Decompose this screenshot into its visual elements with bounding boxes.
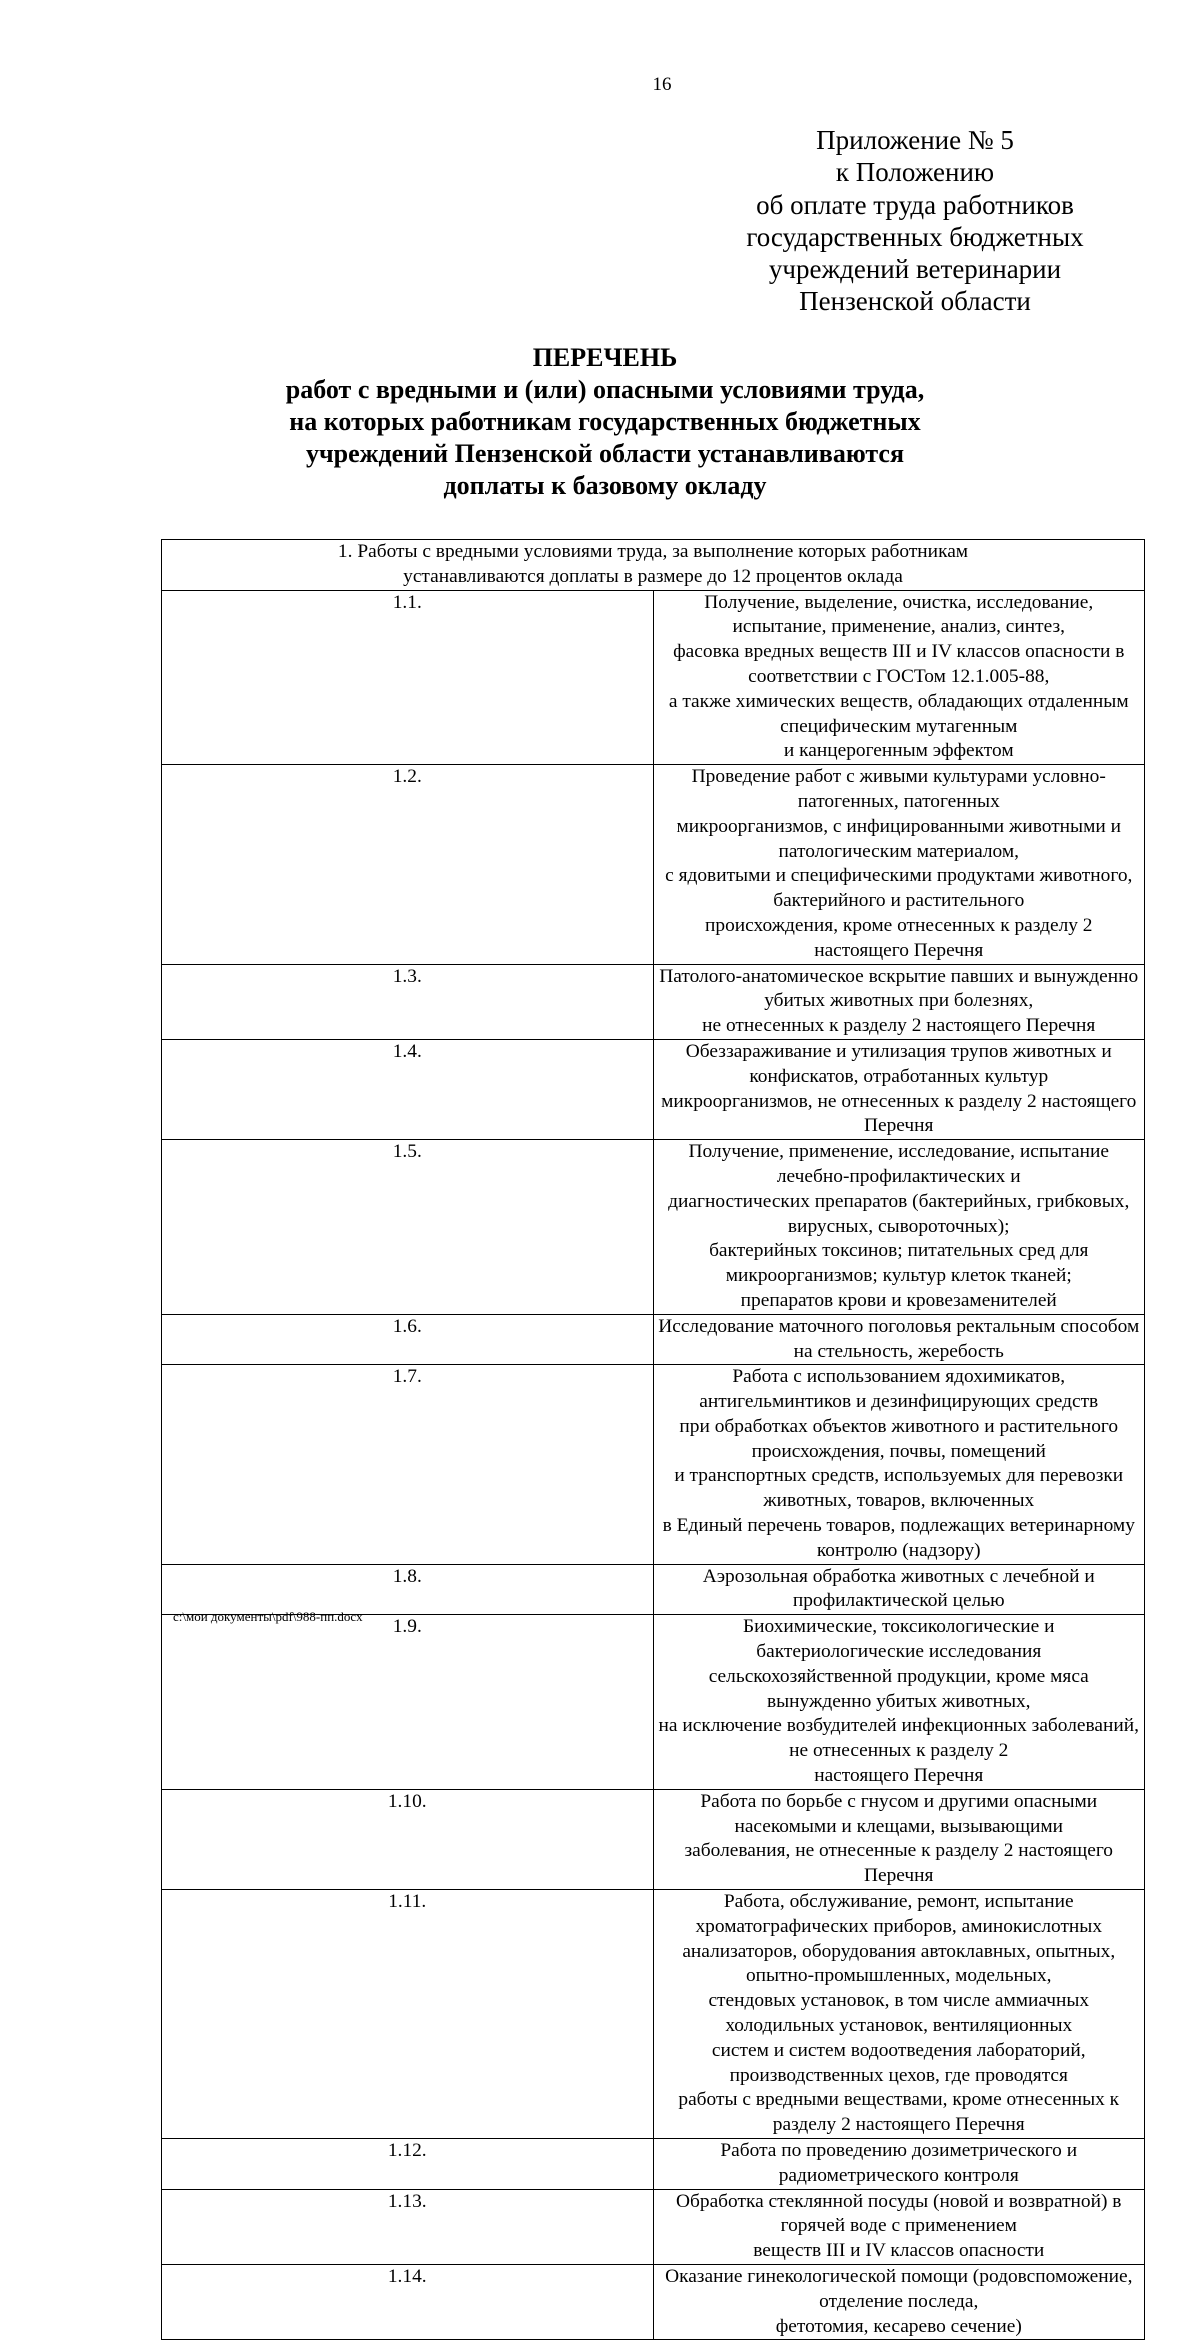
section-header-cell bbox=[162, 540, 1145, 591]
document-title bbox=[230, 342, 980, 502]
item-number: 1.10. bbox=[162, 1789, 654, 1889]
item-number: 1.2. bbox=[162, 765, 654, 964]
item-description-line: и транспортных средств, используемых для перевозки животных, товаров, включенных bbox=[674, 1465, 1124, 1512]
table-row bbox=[162, 2139, 1145, 2190]
item-description bbox=[653, 1789, 1145, 1889]
item-number: 1.11. bbox=[162, 1890, 654, 2139]
appendix-line: Приложение № 5 bbox=[816, 125, 1014, 155]
table-row bbox=[162, 1615, 1145, 1790]
section-header-line: устанавливаются доплаты в размере до 12 процентов оклада bbox=[403, 565, 903, 587]
item-description-line: Работа с использованием ядохимикатов, антигельминтиков и дезинфицирующих средств bbox=[699, 1366, 1099, 1413]
table-row bbox=[162, 1564, 1145, 1615]
item-description-line: Биохимические, токсикологические и бактериологические исследования bbox=[743, 1616, 1055, 1663]
item-description bbox=[653, 964, 1145, 1039]
item-description-line: а также химических веществ, обладающих отдаленным специфическим мутагенным bbox=[668, 690, 1129, 737]
item-description-line: Обеззараживание и утилизация трупов животных и конфискатов, отработанных культур bbox=[685, 1040, 1112, 1087]
title-subtitle-line: на которых работникам государственных бюджетных bbox=[289, 407, 921, 436]
item-description-line: Аэрозольная обработка животных с лечебной и профилактической целью bbox=[702, 1565, 1095, 1612]
item-description bbox=[653, 2189, 1145, 2264]
item-number: 1.14. bbox=[162, 2264, 654, 2339]
page-number: 16 bbox=[652, 74, 672, 95]
item-description bbox=[653, 590, 1145, 765]
item-description-line: Оказание гинекологической помощи (родовспоможение, отделение последа, bbox=[665, 2265, 1133, 2312]
table-row bbox=[162, 1039, 1145, 1139]
item-description-line: Патолого-анатомическое вскрытие павших и вынужденно убитых животных при болезнях, bbox=[659, 965, 1139, 1012]
table-row bbox=[162, 1314, 1145, 1365]
item-description-line: анализаторов, оборудования автоклавных, опытных, опытно-промышленных, модельных, bbox=[682, 1940, 1116, 1987]
item-description-line: работы с вредными веществами, кроме отнесенных к разделу 2 настоящего Перечня bbox=[678, 2089, 1120, 2136]
appendix-line: учреждений ветеринарии bbox=[768, 254, 1062, 285]
item-number: 1.6. bbox=[162, 1314, 654, 1365]
item-number: 1.4. bbox=[162, 1039, 654, 1139]
item-description-line: диагностических препаратов (бактерийных, грибковых, вирусных, сывороточных); bbox=[668, 1190, 1130, 1237]
table-row bbox=[162, 2189, 1145, 2264]
table-row bbox=[162, 964, 1145, 1039]
item-description-line: стендовых установок, в том числе аммиачных холодильных установок, вентиляционных bbox=[708, 1990, 1090, 2037]
item-description-line: заболевания, не отнесенные к разделу 2 настоящего Перечня bbox=[684, 1840, 1113, 1887]
item-description-line: настоящего Перечня bbox=[814, 1765, 984, 1787]
item-description-line: препаратов крови и кровезаменителей bbox=[740, 1289, 1057, 1311]
item-description-line: микроорганизмов, с инфицированными животными и патологическим материалом, bbox=[676, 815, 1121, 862]
table-row bbox=[162, 1789, 1145, 1889]
table-row bbox=[162, 1140, 1145, 1315]
title-subtitle-line: доплаты к базовому окладу bbox=[443, 471, 767, 500]
item-description-line: систем и систем водоотведения лабораторий, производственных цехов, где проводятся bbox=[711, 2039, 1086, 2086]
item-description-line: бактерийных токсинов; питательных сред для микроорганизмов; культур клеток тканей; bbox=[709, 1240, 1089, 1287]
item-description bbox=[653, 1564, 1145, 1615]
item-description bbox=[653, 1890, 1145, 2139]
work-list-body bbox=[162, 540, 1145, 2340]
item-description-line: фасовка вредных веществ III и IV классов опасности в соответствии с ГОСТом 12.1.005-88, bbox=[673, 641, 1125, 687]
item-description-line: на исключение возбудителей инфекционных заболеваний, не отнесенных к разделу 2 bbox=[658, 1715, 1139, 1762]
item-description bbox=[653, 1365, 1145, 1564]
item-number: 1.3. bbox=[162, 964, 654, 1039]
item-description-line: веществ III и IV классов опасности bbox=[753, 2240, 1045, 2262]
item-description-line: Обработка стеклянной посуды (новой и возвратной) в горячей воде с применением bbox=[676, 2190, 1122, 2237]
item-number: 1.9. bbox=[162, 1615, 654, 1790]
table-row bbox=[162, 2264, 1145, 2339]
section-header-row bbox=[162, 540, 1145, 591]
item-description-line: Исследование маточного поголовья ректальным способом на стельность, жеребость bbox=[658, 1315, 1140, 1362]
work-list-table bbox=[161, 539, 1145, 2340]
item-description-line: Работа по проведению дозиметрического и радиометрического контроля bbox=[720, 2140, 1078, 2186]
title-subtitle-line: работ с вредными и (или) опасными условиями труда, bbox=[285, 375, 925, 404]
appendix-reference bbox=[715, 124, 1115, 318]
item-number: 1.8. bbox=[162, 1564, 654, 1615]
item-description bbox=[653, 1039, 1145, 1139]
item-description-line: Получение, применение, исследование, испытание лечебно-профилактических и bbox=[688, 1141, 1109, 1187]
item-description-line: при обработках объектов животного и растительного происхождения, почвы, помещений bbox=[679, 1415, 1119, 1462]
item-description bbox=[653, 1314, 1145, 1365]
appendix-line: об оплате труда работников bbox=[756, 189, 1074, 220]
appendix-line: Пензенской области bbox=[799, 286, 1031, 317]
section-header-line: 1. Работы с вредными условиями труда, за выполнение которых работникам bbox=[337, 541, 969, 562]
table-row bbox=[162, 765, 1145, 964]
table-row bbox=[162, 1365, 1145, 1564]
item-description bbox=[653, 2139, 1145, 2190]
item-description-line: Работа, обслуживание, ремонт, испытание хроматографических приборов, аминокислотных bbox=[695, 1891, 1103, 1937]
item-description-line: с ядовитыми и специфическими продуктами животного, бактерийного и растительного bbox=[665, 865, 1133, 912]
item-description bbox=[653, 1615, 1145, 1790]
title-heading: ПЕРЕЧЕНЬ bbox=[532, 343, 678, 372]
item-description-line: микроорганизмов, не отнесенных к разделу 2 настоящего Перечня bbox=[661, 1090, 1137, 1137]
item-description-line: сельскохозяйственной продукции, кроме мяса вынужденно убитых животных, bbox=[708, 1665, 1089, 1712]
item-description-line: фетотомия, кесарево сечение) bbox=[775, 2315, 1022, 2337]
item-description bbox=[653, 1140, 1145, 1315]
item-description-line: Проведение работ с живыми культурами условно-патогенных, патогенных bbox=[691, 766, 1106, 812]
item-number: 1.7. bbox=[162, 1365, 654, 1564]
title-subtitle-line: учреждений Пензенской области устанавливаются bbox=[305, 439, 905, 468]
table-row bbox=[162, 590, 1145, 765]
appendix-line: к Положению bbox=[835, 157, 995, 188]
appendix-line: государственных бюджетных bbox=[746, 221, 1084, 252]
item-description-line: Работа по борьбе с гнусом и другими опасными насекомыми и клещами, вызывающими bbox=[700, 1790, 1098, 1837]
item-number: 1.1. bbox=[162, 590, 654, 765]
item-description-line: происхождения, кроме отнесенных к разделу 2 настоящего Перечня bbox=[705, 914, 1093, 961]
item-number: 1.5. bbox=[162, 1140, 654, 1315]
item-description bbox=[653, 765, 1145, 964]
item-number: 1.13. bbox=[162, 2189, 654, 2264]
table-row bbox=[162, 1890, 1145, 2139]
item-description-line: не отнесенных к разделу 2 настоящего Перечня bbox=[702, 1015, 1096, 1037]
file-path-footer: c:\мои документы\pdf\988-пп.docx bbox=[173, 1609, 363, 1624]
item-number: 1.12. bbox=[162, 2139, 654, 2190]
item-description bbox=[653, 2264, 1145, 2339]
item-description-line: и канцерогенным эффектом bbox=[783, 740, 1014, 762]
item-description-line: в Единый перечень товаров, подлежащих ветеринарному контролю (надзору) bbox=[662, 1515, 1135, 1561]
item-description-line: Получение, выделение, очистка, исследование, испытание, применение, анализ, синтез, bbox=[704, 591, 1094, 638]
